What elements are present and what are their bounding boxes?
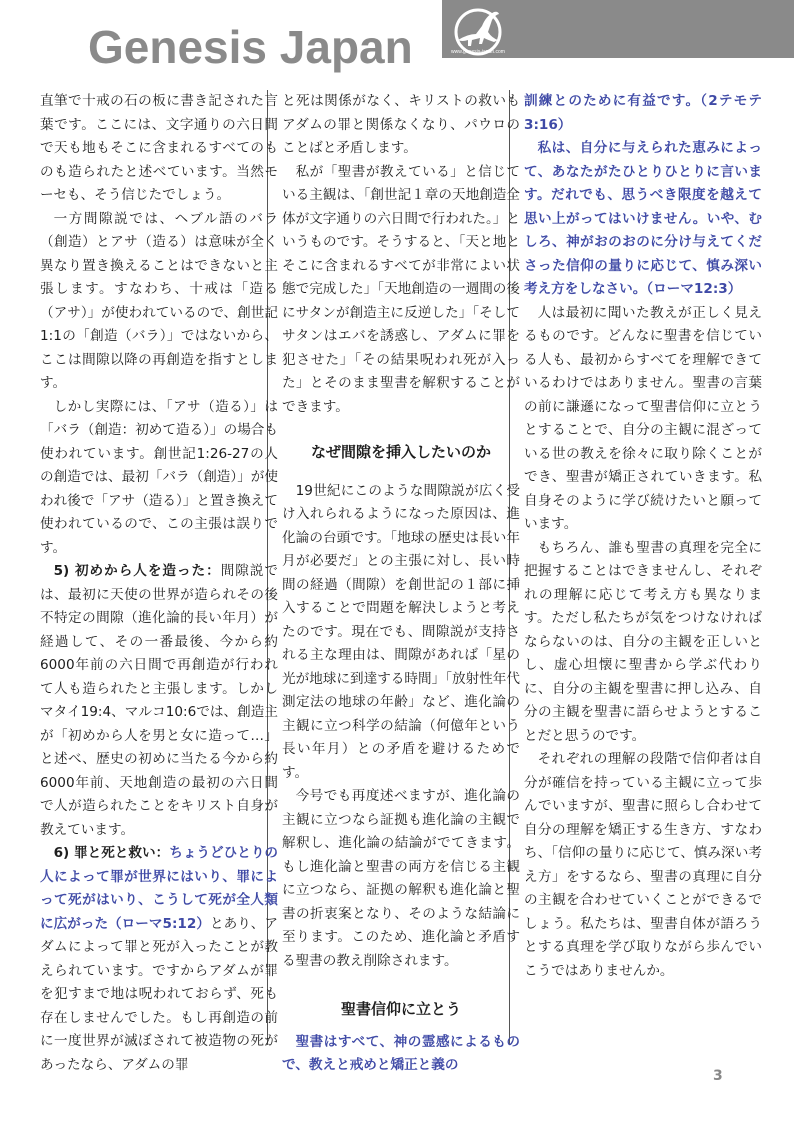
paragraph: [40, 842, 278, 1077]
point-heading: 5) 初めから人を造った：: [53, 563, 221, 579]
column-3: [524, 90, 762, 983]
paragraph: 一方間隙説では、ヘブル語のバラ（創造）とアサ（造る）は意味が全く異なり置き換えることはできないと主張します。すなわち、十戒は「造る（アサ）」が使われているので、創世記1:1の「創造（バラ）」ではないから、ここは間隙以降の再創造を指すとします。: [40, 210, 278, 391]
scripture-quote: 訓練とのために有益です。（2テモテ3:16）: [524, 93, 762, 133]
section-heading: なぜ間隙を挿入したいのか: [310, 443, 491, 461]
column-2: [282, 90, 520, 1078]
scripture-quote: 聖書はすべて、神の霊感によるもので、教えと戒めと矯正と義の: [282, 1033, 520, 1073]
paragraph: 19世紀にこのような間隙説が広く受け入れられるようになった原因は、進化論の台頭です。「地球の歴史は長い年月が必要だ」との主張に対し、長い時間の経過（間隙）を創世記の１部に挿入することで問題を解決しようと考えたのです。現在でも、間隙説が支持される主な理由は、間隙があれば「星の光が地球に到達する時間」「放射性年代測定法の地球の年齢」など、進化論の主観に立つ科学の結論（何億年という長い年月）との矛盾を避けるためです。: [282, 482, 520, 781]
paragraph-body: とあり、アダムによって罪と死が入ったことが教えられています。ですからアダムが罪を犯すまで地は呪われておらず、死も存在しませんでした。もし再創造の前に一度世界が滅ぼされて被造物の死があったなら、アダムの罪: [40, 915, 279, 1073]
scripture-quote: 私は、自分に与えられた恵みによって、あなたがたひとりひとりに言います。だれでも、思うべき限度を越えて思い上がってはいけません。いや、むしろ、神がおのおのに分け与えてくださった信仰の量りに応じて、慎み深い考え方をしなさい。（ローマ12:3）: [524, 140, 762, 297]
section-heading: 聖書信仰に立とう: [340, 1000, 461, 1018]
page-number: 3: [713, 1068, 723, 1084]
paragraph: 人は最初に聞いた教えが正しく見えるものです。どんなに聖書を信じている人も、最初からすべてを理解できているわけではありません。聖書の言葉の前に謙遜になって聖書信仰に立とうとすることで、自分の主観に混ざっている世の教えを徐々に取り除くことができ、聖書が矯正されていきます。私自身そのように学び続けたいと願っています。: [524, 304, 762, 532]
paragraph: しかし実際には、「アサ（造る）」は「バラ（創造：初めて造る）」の場合も使われています。創世記1:26-27の人の創造では、最初「バラ（創造）」が使われ後で「アサ（造る）」と置き換えて使われているので、この主張は誤りです。: [40, 398, 278, 556]
paragraph: と死は関係がなく、キリストの救いもアダムの罪と関係なくなり、パウロのことばと矛盾します。: [282, 93, 520, 156]
dinosaur-logo-icon: [448, 4, 508, 56]
magazine-title: Genesis Japan: [88, 21, 413, 73]
column-1: [40, 90, 278, 1077]
paragraph: [40, 560, 278, 842]
paragraph: 直筆で十戒の石の板に書き記された言葉です。ここには、文字通りの六日間で天も地もそこに含まれるすべてのものも造られたと述べています。当然モーセも、そう信じたでしょう。: [40, 93, 278, 203]
paragraph: 私が「聖書が教えている」と信じている主観は、「創世記１章の天地創造全体が文字通りの六日間で行われた。」というものです。そうすると、「天と地とそこに含まれるすべてが非常によい状態で完成した」「天地創造の一週間の後にサタンが創造主に反逆した」「そしてサタンはエバを誘惑し、アダムに罪を犯させた」「その結果呪われ死が入った」とそのまま聖書を解釈することができます。: [282, 163, 520, 415]
paragraph: それぞれの理解の段階で信仰者は自分が確信を持っている主観に立って歩んでいますが、聖書に照らし合わせて自分の理解を矯正する生き方、すなわち、「信仰の量りに応じて、慎み深い考え方」をするなら、聖書の真理に自分の主観を合わせていくことができるでしょう。私たちは、聖書自体が語ろうとする真理を学び取りながら歩んでいこうではありませんか。: [524, 751, 762, 979]
logo-url: www.genesis-japan.com: [451, 49, 505, 55]
paragraph: 今号でも再度述べますが、進化論の主観に立つなら証拠も進化論の主観で解釈し、進化論の結論がでてきます。もし進化論と聖書の両方を信じる主観に立つなら、証拠の解釈も進化論と聖書の折衷案となり、そのような結論に至ります。このため、進化論と矛盾する聖書の教え削除されます。: [282, 788, 520, 969]
scripture-quote: ちょうどひとりの人によって罪が世界にはいり、罪によって死がはいり、こうして死が全人類に広がった（ローマ5:12）: [40, 845, 279, 932]
paragraph-body: 間隙説では、最初に天使の世界が造られその後不特定の間隙（進化論的長い年月）が経過して、その一番最後、今から約6000年前の六日間で再創造が行われて人も造られたと主張します。しかしマタイ19:4、マルコ10:6では、創造主が「初めから人を男と女に造って…」と述べ、歴史の初めに当たる今から約6000年前、天地創造の最初の六日間で人が造られたことをキリスト自身が教えています。: [40, 563, 279, 838]
point-heading: 6) 罪と死と救い：: [53, 845, 170, 861]
paragraph: もちろん、誰も聖書の真理を完全に把握することはできませんし、それぞれの理解に応じて考え方も異なります。ただし私たちが気をつけなければならないのは、自分の主観を正しいとし、虚心坦懐に聖書から学ぶ代わりに、自分の主観を聖書に押し込み、自分の主観を聖書に語らせようとすることだと思うのです。: [524, 539, 762, 744]
